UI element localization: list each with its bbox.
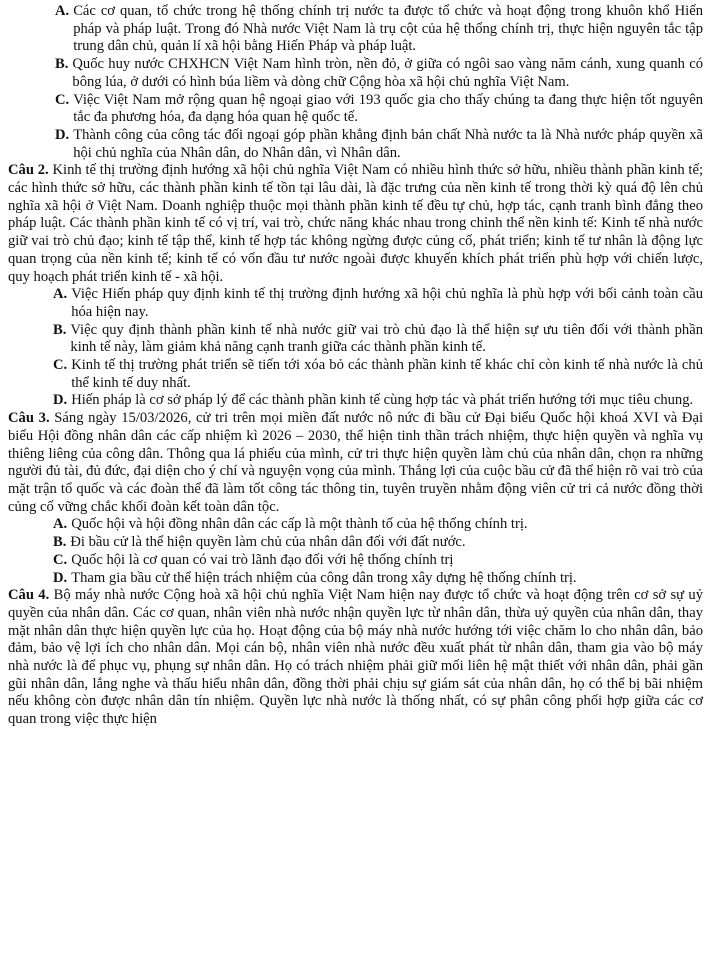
option-text: Quốc huy nước CHXHCN Việt Nam hình tròn, nền đỏ, ở giữa có ngôi sao vàng năm cánh, xung quanh có bông lúa, ở dưới có hình búa liềm và dòng chữ Cộng hòa xã hội chủ nghĩa Việt Nam. [72,56,703,90]
q2-option-c [53,357,703,392]
q3-option-d [53,570,703,588]
option-text: Tham gia bầu cử thể hiện trách nhiệm của công dân trong xây dựng hệ thống chính trị. [71,569,577,586]
option-text: Hiến pháp là cơ sở pháp lý để các thành phần kinh tế cùng hợp tác và phát triển hướng tới mục tiêu chung. [71,392,694,409]
q3-option-a [53,516,703,534]
option-text: Việc Hiến pháp quy định kinh tế thị trường định hướng xã hội chủ nghĩa là phù hợp với bối cảnh toàn cầu hóa hiện nay. [71,286,703,320]
q1-option-d [55,127,703,162]
option-text: Kinh tế thị trường phát triển sẽ tiến tới xóa bỏ các thành phần kinh tế khác chỉ còn kinh tế nhà nước là chủ thể kinh tế duy nhất. [71,357,703,391]
option-letter: C. [53,357,68,374]
option-letter: D. [53,569,68,586]
question-label: Câu 2. [8,162,49,179]
q1-option-c [55,92,703,127]
option-text: Các cơ quan, tổ chức trong hệ thống chính trị nước ta được tổ chức và hoạt động trong khuôn khổ Hiến pháp và pháp luật. Trong đó Nhà nước Việt Nam là trụ cột của hệ thống chính trị, thực hiện nguyên tắc tập trung dân chủ, quản lí xã hội bằng Hiến Pháp và pháp luật. [73,3,703,55]
option-letter: D. [53,392,68,409]
q2-option-b [53,322,703,357]
option-text: Thành công của công tác đối ngoại góp phần khẳng định bản chất Nhà nước ta là Nhà nước pháp quyền xã hội chủ nghĩa của Nhân dân, do Nhân dân, vì Nhân dân. [73,126,703,161]
question-text: Kinh tế thị trường định hướng xã hội chủ nghĩa Việt Nam có nhiều hình thức sở hữu, nhiều thành phần kinh tế; các hình thức sở hữu, các thành phần kinh tế tồn tại lâu dài, là đặc trưng của nền kinh tế trong thời kỳ quá độ lên chủ nghĩa xã hội ở Việt Nam. Doanh nghiệp thuộc mọi thành phần kinh tế đều tự chủ, hợp tác, cạnh tranh bình đẳng theo pháp luật. Các thành phần kinh tế có vị trí, vai trò, chức năng khác nhau trong chỉnh thể nền kinh tế: Kinh tế nhà nước giữ vai trò chủ đạo; kinh tế tập thể, kinh tế hợp tác không ngừng được củng cố, phát triển; kinh tế tư nhân là động lực quan trọng của nền kinh tế; kinh tế có vốn đầu tư nước ngoài được khuyến khích phát triển phù hợp với chiến lược, quy hoạch phát triển kinh tế - xã hội. [8,162,703,285]
option-letter: A. [53,516,68,533]
q1-option-b [55,56,703,91]
q3-option-b [53,534,703,552]
option-letter: A. [53,286,68,303]
q3-option-c [53,552,703,570]
question-label: Câu 4. [8,587,50,604]
question-3-stem [8,410,703,516]
option-text: Quốc hội và hội đồng nhân dân các cấp là một thành tố của hệ thống chính trị. [71,516,528,533]
question-4-stem [8,587,703,729]
question-label: Câu 3. [8,410,50,427]
option-letter: B. [53,534,67,551]
question-2-stem [8,162,703,286]
option-letter: A. [55,3,70,19]
q2-option-a [53,286,703,321]
option-letter: C. [55,91,70,108]
option-text: Việc Việt Nam mở rộng quan hệ ngoại giao với 193 quốc gia cho thấy chúng ta đang thực hiện tốt nguyên tắc đa phương hóa, đa dạng hóa quan hệ quốc tế. [73,91,703,126]
q2-option-d [53,392,703,410]
option-letter: D. [55,126,70,143]
option-text: Việc quy định thành phần kinh tế nhà nước giữ vai trò chủ đạo là thể hiện sự ưu tiên đối với thành phần kinh tế này, làm giảm khả năng cạnh tranh giữa các thành phần kinh tế. [70,321,703,356]
option-letter: C. [53,551,68,568]
option-letter: B. [55,56,69,73]
question-text: Sáng ngày 15/03/2026, cử tri trên mọi miền đất nước nô nức đi bầu cử Đại biểu Quốc hội khoá XVI và Đại biểu Hội đồng nhân dân các cấp nhiệm kì 2026 – 2030, thể hiện tinh thần trách nhiệm, thực hiện quyền và nghĩa vụ thiêng liêng của công dân. Thông qua lá phiếu của mình, cử tri thực hiện quyền làm chủ của nhân dân, chọn ra những người đủ tài, đủ đức, đại diện cho ý chí và nguyện vọng của mình. Thắng lợi của cuộc bầu cử đã thể hiện rõ vai trò của mặt trận tổ quốc và các đoàn thể đã làm tốt công tác thông tin, tuyên truyền nhằm động viên cử tri cả nước đồng thời củng cố vững chắc khối đoàn kết toàn dân tộc. [8,410,704,515]
option-text: Đi bầu cử là thể hiện quyền làm chủ của nhân dân đối với đất nước. [70,534,466,551]
q1-option-a [55,3,703,56]
option-letter: B. [53,321,67,338]
option-text: Quốc hội là cơ quan có vai trò lãnh đạo đối với hệ thống chính trị [71,551,454,568]
question-text: Bộ máy nhà nước Cộng hoà xã hội chủ nghĩa Việt Nam hiện nay được tổ chức và hoạt động trên cơ sở sự uỷ quyền của nhân dân. Các cơ quan, nhân viên nhà nước nhận quyền lực từ nhân dân, thừa uỷ quyền của nhân dân, thay mặt nhân dân thực hiện quyền lực của họ. Hoạt động của bộ máy nhà nước hướng tới việc chăm lo cho nhân dân, bảo đảm, bảo vệ lợi ích cho nhân dân. Mọi cán bộ, nhân viên nhà nước đều xuất phát từ nhân dân, tham gia vào bộ máy nhà nước là để phục vụ, phụng sự nhân dân. Họ có trách nhiệm phải giữ mối liên hệ mật thiết với nhân dân, phải gần gũi nhân dân, lắng nghe và thấu hiểu nhân dân, đồng thời phải chịu sự giám sát của nhân dân, họ có thể bị bãi nhiệm nếu không còn được nhân dân tín nhiệm. Quyền lực nhà nước là thống nhất, có sự phân công phối hợp giữa các cơ quan trong việc thực hiện [8,587,703,728]
